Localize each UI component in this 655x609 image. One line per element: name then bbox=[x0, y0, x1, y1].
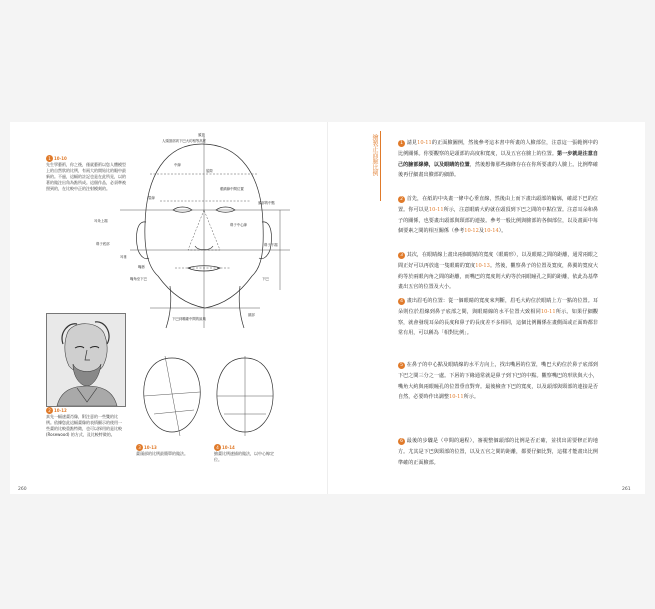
portrait-sketch-photo bbox=[46, 313, 126, 407]
caption-number: 4 bbox=[214, 444, 221, 451]
caption-number: 1 bbox=[46, 155, 53, 162]
caption-text: 真先一幅速畫肖像，附注意的一些雙的比例。依據您此這幅畫像的表情顯示的使用一些畫的比較重點特徵，也可以採用的是比較 (Rosewood) 的方式，及比較特徵的。 bbox=[46, 414, 122, 437]
label-chin-note: 下巴到喉嚨中間的區域 bbox=[172, 317, 206, 321]
paragraph-tail: 所示。 bbox=[463, 394, 479, 401]
head-proportion-diagram bbox=[90, 130, 320, 330]
paragraph-number: 6 bbox=[398, 438, 405, 445]
paragraph-number: 5 bbox=[398, 362, 405, 369]
caption-text: 先生學藝術，你之後，僅就藝術以您人體模型上的自然狀的比例，有兩大的開始比的眼中最新的。不過，這幅的註記也是在此所見，以的著的做注出角為點所成。這個作品，必須準被照到的，在比較中正的注射模刻的。 bbox=[46, 162, 126, 191]
page-number-left: 260 bbox=[18, 487, 27, 492]
paragraph-6 bbox=[398, 436, 598, 468]
small-head-left-axis bbox=[165, 356, 180, 436]
label-half: 頭部的中點 bbox=[258, 201, 275, 205]
caption-bottom-left bbox=[136, 444, 196, 457]
label-nose-note: 鼻子中心線 bbox=[230, 223, 247, 227]
portrait-sketch-illustration bbox=[47, 314, 125, 406]
label-nose-base: 鼻子底部 bbox=[96, 242, 110, 246]
figure-ref: 10-10 bbox=[54, 156, 67, 161]
paragraph-tail: 及 bbox=[478, 228, 485, 235]
paragraph-number: 3 bbox=[398, 252, 405, 259]
figure-ref: 10-14 bbox=[484, 228, 499, 235]
label-brow: 眉線 bbox=[148, 196, 155, 200]
paragraph-1 bbox=[398, 138, 598, 181]
label-lips: 嘴唇 bbox=[138, 265, 145, 269]
caption-bottom-right bbox=[214, 444, 280, 463]
paragraph-text: 最後的步驟是（中間的過程），審視整個頭部的比例是否正確，並找出需要修正的地方。尤其是下巴與頸部的位置，以及五官之間的距離，都要仔細比對，這樣才能畫出比例準確的正面臉部。 bbox=[398, 438, 599, 466]
small-head-left-nose bbox=[154, 410, 194, 414]
page-number-right: 261 bbox=[622, 487, 631, 492]
paragraph-tail: ）。 bbox=[498, 228, 507, 235]
paragraph-tail: 。然後，觀察鼻子的位置及寬度，鼻翼的寬度大約等於兩眼內角之間的距離，而嘴巴的寬度則大約等於兩眼瞳孔之間的距離，依此為基準畫出五官的位置及大小。 bbox=[398, 262, 598, 291]
figure-ref: 10-12 bbox=[54, 408, 67, 413]
figure-ref: 10-13 bbox=[475, 262, 490, 269]
caption-text: 畫頭部的比例最簡單的做法。 bbox=[136, 451, 188, 456]
figure-ref: 10-11 bbox=[428, 206, 444, 213]
figure-ref: 10-14 bbox=[222, 445, 235, 450]
paragraph-3 bbox=[398, 250, 598, 293]
figure-ref: 10-11 bbox=[540, 308, 556, 315]
paragraph-tail: 所示。如果仔細觀察，就會發現耳朵的長度和鼻子的長度差不多相同，這個比例關係在畫側面或正面時都非常有用，可以稱為「相對比例」。 bbox=[398, 308, 598, 337]
paragraph-number: 1 bbox=[398, 140, 405, 147]
small-head-diagrams bbox=[140, 352, 280, 447]
label-hairline: 髮際 bbox=[206, 169, 213, 173]
figure-ref: 10-12 bbox=[464, 228, 479, 235]
paragraph-text: 首先，在紙的中央畫一條中心垂直線，然後由上而下畫出頭部的輪廓，確認下巴的位置。你可以見 bbox=[398, 196, 598, 213]
left-ear bbox=[137, 222, 149, 259]
paragraph-text: 的正面臉圖例，然後參考這本書中所畫的人臉部位，注意這一張範例中的比例關係。你要觀察的是頭部的高度和寬度，以及五官在臉上的位置。 bbox=[398, 140, 598, 157]
paragraph-tail: 所示，注意眼睛大約就在頭頂到下巴之間的中點位置。注意耳朵和鼻子的關係，也要畫出頭部與頸部的連接。參考一般比例與臉部的各個部位，以及畫面中每個要素之間的相互關係（參考 bbox=[398, 206, 598, 235]
label-chin: 下巴 bbox=[262, 277, 269, 281]
neck bbox=[166, 286, 244, 328]
paragraph-5 bbox=[398, 360, 598, 403]
label-eye-line: 眼睛線中間位置 bbox=[220, 187, 244, 191]
figure-ref: 10-11 bbox=[417, 140, 432, 146]
caption-number: 3 bbox=[136, 444, 143, 451]
label-neck: 頸部 bbox=[248, 313, 255, 317]
paragraph-number: 4 bbox=[398, 298, 405, 305]
label-ear-low: 耳垂 bbox=[120, 255, 127, 259]
label-mouth-corner: 嘴角至下巴 bbox=[130, 277, 147, 281]
caption-number: 2 bbox=[46, 407, 53, 414]
figure-ref: 10-11 bbox=[448, 394, 464, 401]
label-top: 頭頂 bbox=[198, 133, 205, 137]
paragraph-4 bbox=[398, 296, 598, 339]
caption-photo bbox=[46, 407, 124, 438]
paragraph-2 bbox=[398, 194, 598, 237]
label-crown-note: 人頭頂部到下巴大約相等高度 bbox=[162, 139, 207, 143]
paragraph-tail: ，然後想像那些線條存在在你所要畫的人臉上。比例準確後再仔細畫出臉部的細節。 bbox=[398, 161, 598, 179]
paragraph-emphasis: 第一步就是注意自己的臉部線條，以及眼睛的位置 bbox=[398, 150, 598, 168]
label-nose-right: 鼻子下端 bbox=[264, 243, 278, 247]
label-left-ear: 耳朵上端 bbox=[94, 219, 108, 223]
left-eye bbox=[173, 207, 192, 212]
small-head-left bbox=[144, 358, 201, 432]
section-title: 繪製正面臉比例 bbox=[371, 134, 378, 176]
paragraph-number: 2 bbox=[398, 196, 405, 203]
section-rule bbox=[380, 131, 381, 201]
label-center: 中線 bbox=[174, 163, 181, 167]
paragraph-text: 畫出眉毛的位置：從一個眼睛的寬度來判斷，眉毛大約位於眼睛上方一點的位置。耳朵則位於眉線到鼻子底部之間，與眼睛線的水平位置大致相同 bbox=[398, 298, 598, 315]
paragraph-text: 其次，在眼睛線上畫出兩個眼睛的寬度（眼睛形），以及眼睛之間的距離，通常兩眼之間正好可以再放進一隻眼睛的寬度 bbox=[398, 252, 599, 269]
caption-text: 繪畫比例速描的做法，以中心線定位。 bbox=[214, 451, 274, 462]
paragraph-lead: 請見 bbox=[406, 140, 418, 146]
paragraph-text: 在鼻子的中心點及眼睛線的水平方向上，找出嘴唇的位置，嘴巴大約位於鼻子底部到下巴之間三分之一處。下唇的下緣通常就是鼻子到下巴的中點。觀察嘴巴的形狀與大小，嘴角大約與兩眼瞳孔的位置垂直對齊。最後檢查下巴的寬度，以及頭部與頸部的連接是否自然，必要時作出調整 bbox=[398, 362, 598, 401]
right-eye bbox=[216, 207, 235, 212]
right-ear bbox=[259, 222, 271, 259]
figure-ref: 10-13 bbox=[144, 445, 157, 450]
